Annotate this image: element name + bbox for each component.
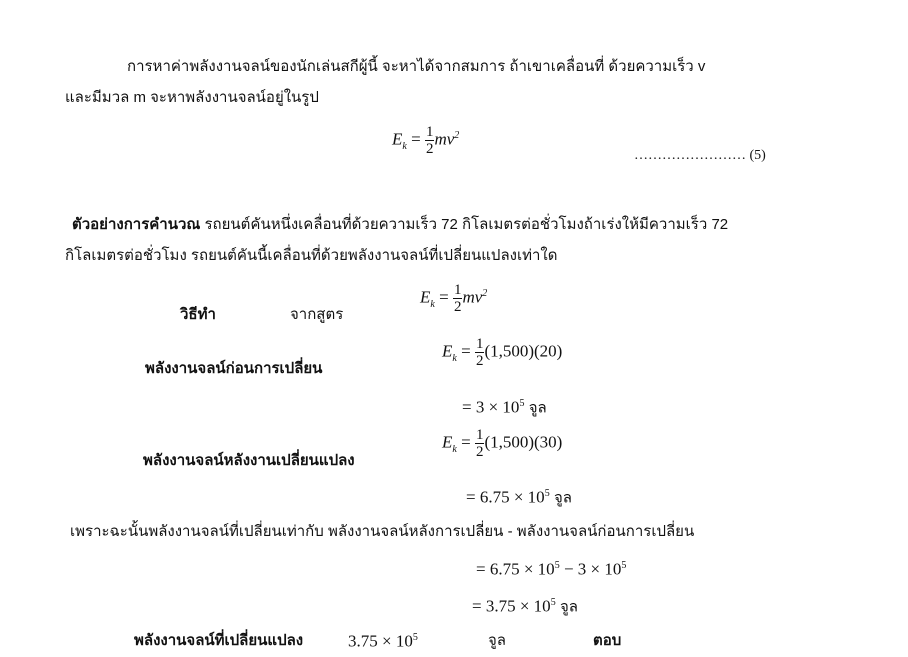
- after-numerator: 1: [475, 427, 484, 443]
- final-exp: 5: [550, 597, 556, 608]
- final-unit: จูล: [559, 599, 578, 616]
- formula-exponent: 2: [454, 129, 460, 141]
- before-equals: =: [461, 341, 471, 361]
- before-label: พลังงานจลน์ก่อนการเปลี่ยน: [145, 361, 323, 377]
- after-args: (1,500)(30): [484, 432, 563, 452]
- after-label: พลังงานจลน์หลังงานเปลี่ยนแปลง: [143, 453, 355, 469]
- after-unit: จูล: [553, 490, 572, 507]
- formula-lhs: E: [392, 129, 403, 149]
- formula-subscript: k: [402, 140, 407, 152]
- from-formula-label: จากสูตร: [290, 306, 344, 323]
- after-subscript: k: [452, 443, 457, 455]
- restated-numerator: 1: [453, 282, 462, 298]
- restated-subscript: k: [430, 298, 435, 310]
- before-denominator: 2: [475, 353, 484, 369]
- answer-word: ตอบ: [593, 633, 622, 649]
- intro-line-1: การหาค่าพลังงานจลน์ของนักเล่นสกีผู้นี้ จะหาได้จากสมการ ถ้าเขาเคลื่อนที่ ด้วยความเร็ว v: [127, 58, 706, 75]
- before-unit: จูล: [528, 400, 547, 417]
- after-result-exp: 5: [544, 488, 550, 499]
- before-lhs: E: [442, 341, 453, 361]
- before-result-exp: 5: [519, 398, 525, 409]
- after-result-value: = 6.75 × 10: [466, 487, 545, 507]
- answer-unit: จูล: [488, 633, 506, 649]
- difference-second: − 3 × 10: [559, 559, 622, 579]
- therefore-line: เพราะฉะนั้นพลังงานจลน์ที่เปลี่ยนเท่ากับ พลังงานจลน์หลังการเปลี่ยน - พลังงานจลน์ก่อนการเปลี่ยน: [70, 523, 695, 540]
- after-result: [466, 484, 572, 509]
- restated-fraction: [453, 282, 463, 315]
- formula-denominator: 2: [425, 141, 434, 157]
- before-args: (1,500)(20): [484, 341, 563, 361]
- answer-value: [348, 628, 418, 652]
- example-text-1: รถยนต์คันหนึ่งเคลื่อนที่ด้วยความเร็ว 72 กิโลเมตรต่อชั่วโมงถ้าเร่งให้มีความเร็ว 72: [200, 216, 729, 233]
- before-subscript: k: [452, 352, 457, 364]
- difference-exp-2: 5: [621, 560, 627, 571]
- equation-number: …………………… (5): [634, 148, 766, 163]
- before-fraction: [475, 336, 485, 369]
- example-line-1: [72, 216, 728, 234]
- before-result-value: = 3 × 10: [462, 397, 520, 417]
- formula-rhs: mv: [434, 129, 455, 149]
- after-equals: =: [461, 432, 471, 452]
- answer-number: 3.75 × 10: [348, 631, 413, 651]
- restated-denominator: 2: [453, 299, 462, 315]
- kinetic-energy-formula: [392, 124, 459, 157]
- restated-lhs: E: [420, 287, 431, 307]
- difference-first: = 6.75 × 10: [476, 559, 555, 579]
- intro-line-2: และมีมวล m จะหาพลังงานจลน์อยู่ในรูป: [65, 89, 319, 106]
- final-value: = 3.75 × 10: [472, 596, 551, 616]
- answer-label: พลังงานจลน์ที่เปลี่ยนแปลง: [134, 633, 304, 649]
- formula-restated: [420, 282, 487, 315]
- after-denominator: 2: [475, 444, 484, 460]
- example-heading: ตัวอย่างการคำนวณ: [72, 216, 201, 233]
- formula-equals: =: [411, 129, 421, 149]
- after-fraction: [475, 427, 485, 460]
- final-line: [472, 593, 578, 618]
- difference-exp-1: 5: [554, 560, 560, 571]
- before-equation: [442, 336, 562, 369]
- after-lhs: E: [442, 432, 453, 452]
- formula-numerator: 1: [425, 124, 434, 140]
- before-result: [462, 394, 547, 419]
- restated-rhs: mv: [462, 287, 483, 307]
- formula-fraction: [425, 124, 435, 157]
- restated-equals: =: [439, 287, 449, 307]
- after-equation: [442, 427, 562, 460]
- method-label: วิธีทำ: [180, 307, 216, 323]
- answer-exp: 5: [412, 632, 418, 643]
- restated-exponent: 2: [482, 287, 488, 299]
- difference-line: [476, 556, 626, 580]
- before-numerator: 1: [475, 336, 484, 352]
- example-line-2: กิโลเมตรต่อชั่วโมง รถยนต์คันนี้เคลื่อนที่ด้วยพลังงานจลน์ที่เปลี่ยนแปลงเท่าใด: [65, 247, 558, 264]
